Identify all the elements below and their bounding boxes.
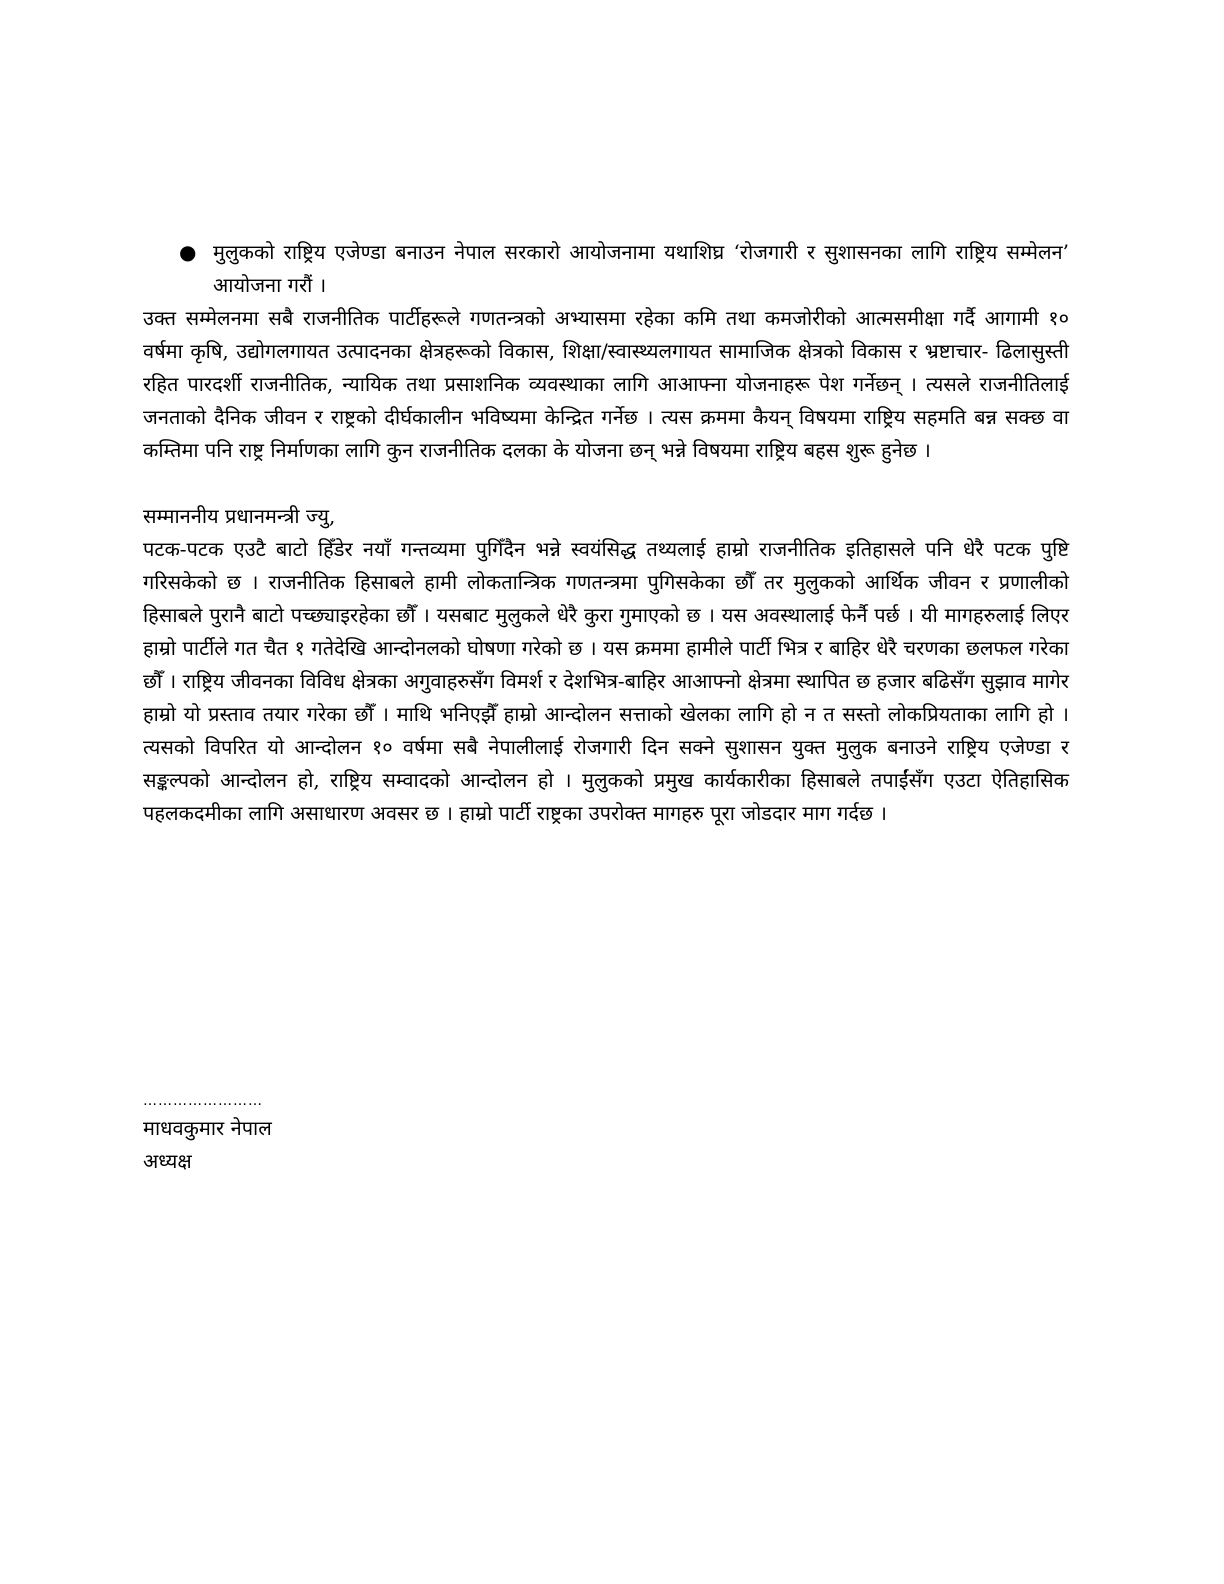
salutation: सम्माननीय प्रधानमन्त्री ज्यु, (143, 504, 336, 528)
signature-line: …………………… (143, 1093, 263, 1109)
signatory-title: अध्यक्ष (143, 1149, 192, 1173)
bullet-text: मुलुकको राष्ट्रिय एजेण्डा बनाउन नेपाल सरकारो आयोजनामा यथाशिघ्र ‘रोजगारी र सुशासनका लागि राष्ट्रिय सम्मेलन’ आयोजना गरौं । (213, 240, 1069, 297)
bullet-icon: ● (179, 240, 197, 264)
bullet-item (143, 236, 1069, 302)
paragraph-1: उक्त सम्मेलनमा सबै राजनीतिक पार्टीहरूले गणतन्त्रको अभ्यासमा रहेका कमि तथा कमजोरीको आत्मसमीक्षा गर्दै आगामी १० वर्षमा कृषि, उद्योगलगायत उत्पादनका क्षेत्रहरूको विकास, शिक्षा/स्वास्थ्यलगायत सामाजिक क्षेत्रको विकास र भ्रष्टाचार- ढिलासुस्ती रहित पारदर्शी राजनीतिक, न्यायिक तथा प्रसाशनिक व्यवस्थाका लागि आआफ्ना योजनाहरू पेश गर्नेछन् । त्यसले राजनीतिलाई जनताको दैनिक जीवन र राष्ट्रको दीर्घकालीन भविष्यमा केन्द्रित गर्नेछ । त्यस क्रममा कैयन् विषयमा राष्ट्रिय सहमति बन्न सक्छ वा कम्तिमा पनि राष्ट्र निर्माणका लागि कुन राजनीतिक दलका के योजना छन् भन्ने विषयमा राष्ट्रिय बहस शुरू हुनेछ । (143, 306, 1069, 462)
paragraph-2: पटक-पटक एउटै बाटो हिँडेर नयाँ गन्तव्यमा पुगिँदैन भन्ने स्वयंसिद्ध तथ्यलाई हाम्रो राजनीतिक इतिहासले पनि धेरै पटक पुष्टि गरिसकेको छ । राजनीतिक हिसाबले हामी लोकतान्त्रिक गणतन्त्रमा पुगिसकेका छौँ तर मुलुकको आर्थिक जीवन र प्रणालीको हिसाबले पुरानै बाटो पच्छ्याइरहेका छौँ । यसबाट मुलुकले धेरै कुरा गुमाएको छ । यस अवस्थालाई फेर्नै पर्छ । यी मागहरुलाई लिएर हाम्रो पार्टीले गत चैत १ गतेदेखि आन्दोनलको घोषणा गरेको छ । यस क्रममा हामीले पार्टी भित्र र बाहिर धेरै चरणका छलफल गरेका छौँ । राष्ट्रिय जीवनका विविध क्षेत्रका अगुवाहरुसँग विमर्श र देशभित्र-बाहिर आआफ्नो क्षेत्रमा स्थापित छ हजार बढिसँग सुझाव मागेर हाम्रो यो प्रस्ताव तयार गरेका छौँ । माथि भनिएझैँ हाम्रो आन्दोलन सत्ताको खेलका लागि हो न त सस्तो लोकप्रियताका लागि हो । त्यसको विपरित यो आन्दोलन १० वर्षमा सबै नेपालीलाई रोजगारी दिन सक्ने सुशासन युक्त मुलुक बनाउने राष्ट्रिय एजेण्डा र सङ्कल्पको आन्दोलन हो, राष्ट्रिय सम्वादको आन्दोलन हो । मुलुकको प्रमुख कार्यकारीका हिसाबले तपाईंसँग एउटा ऐतिहासिक पहलकदमीका लागि असाधारण अवसर छ । हाम्रो पार्टी राष्ट्रका उपरोक्त मागहरु पूरा जोडदार माग गर्दछ । (143, 537, 1069, 825)
signature-block (143, 1090, 543, 1178)
letter-body (143, 236, 1069, 830)
signatory-name: माधवकुमार नेपाल (143, 1116, 272, 1140)
